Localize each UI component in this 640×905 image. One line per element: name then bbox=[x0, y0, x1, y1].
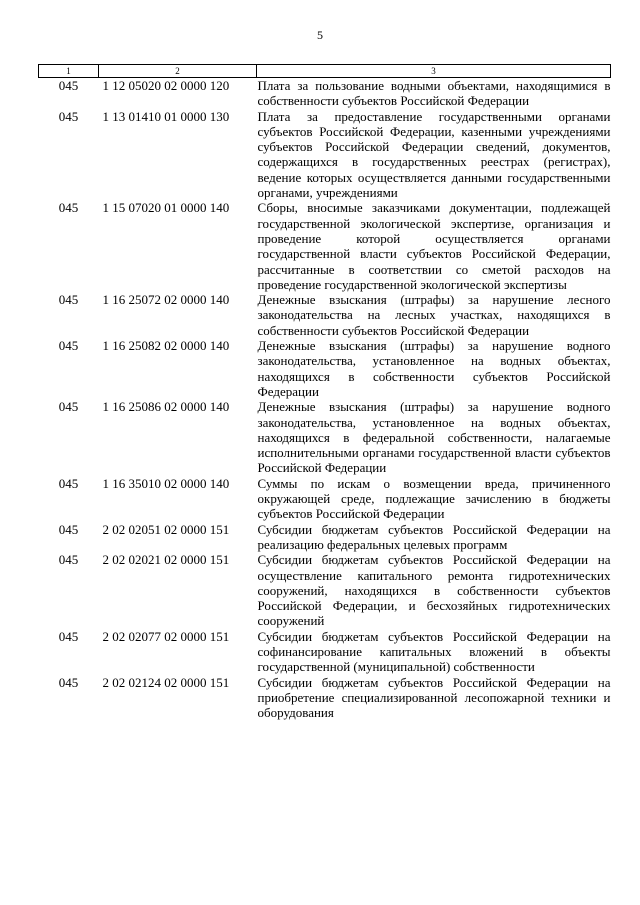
revenue-name-cell: Денежные взыскания (штрафы) за нарушение лесного законодательства на лесных участках, находящихся в собственности субъектов Российской Федерации bbox=[257, 292, 611, 338]
revenue-name-cell: Плата за пользование водными объектами, находящимися в собственности субъектов Российской Федерации bbox=[257, 78, 611, 109]
revenue-code-cell: 2 02 02051 02 0000 151 bbox=[102, 521, 230, 537]
table-row bbox=[39, 200, 611, 292]
admin-code-cell: 045 bbox=[58, 674, 79, 690]
column-header-3: 3 bbox=[257, 65, 611, 78]
revenue-code-cell: 1 16 35010 02 0000 140 bbox=[102, 475, 230, 491]
revenue-name-cell: Субсидии бюджетам субъектов Российской Федерации на софинансирование капитальных вложений в объекты государственной (муниципальной) собственности bbox=[257, 628, 611, 675]
page-number: 5 bbox=[317, 28, 323, 42]
revenue-codes-table bbox=[38, 64, 611, 720]
revenue-name-cell: Денежные взыскания (штрафы) за нарушение водного законодательства, установленное на водных объектах, находящихся в федеральной собственности, налагаемые исполнительными органами государственной власти субъектов Российской Федерации bbox=[257, 399, 611, 476]
revenue-name-cell: Суммы по искам о возмещении вреда, причиненного окружающей среде, подлежащие зачислению в бюджеты субъектов Российской Федерации bbox=[257, 475, 611, 522]
admin-code-cell: 045 bbox=[58, 521, 79, 537]
revenue-name-cell: Субсидии бюджетам субъектов Российской Федерации на приобретение специализированной лесопожарной техники и оборудования bbox=[257, 674, 611, 721]
revenue-code-cell: 1 15 07020 01 0000 140 bbox=[102, 200, 230, 216]
admin-code-cell: 045 bbox=[58, 628, 79, 644]
revenue-name-cell: Субсидии бюджетам субъектов Российской Федерации на реализацию федеральных целевых программ bbox=[257, 521, 611, 552]
revenue-code-cell: 2 02 02124 02 0000 151 bbox=[102, 674, 230, 690]
revenue-name-cell: Субсидии бюджетам субъектов Российской Федерации на осуществление капитального ремонта гидротехнических сооружений, находящихся в собственности субъектов Российской Федерации, и бесхозяйных гидротехнических сооружений bbox=[257, 552, 611, 629]
revenue-name-cell: Денежные взыскания (штрафы) за нарушение водного законодательства, установленное на водных объектах, находящихся в собственности субъектов Российской Федерации bbox=[257, 338, 611, 399]
revenue-name-cell: Сборы, вносимые заказчиками документации, подлежащей государственной экологической экспертизе, организация и проведение которой осуществляется органами государственной власти субъектов Российской Федерации, рассчитанные в соответствии со сметой расходов на проведение государственной экологической экспертизы bbox=[257, 200, 611, 292]
revenue-code-cell: 2 02 02021 02 0000 151 bbox=[102, 552, 230, 568]
admin-code-cell: 045 bbox=[58, 200, 79, 216]
table-row bbox=[39, 552, 611, 628]
table-row bbox=[39, 476, 611, 522]
revenue-code-cell: 1 16 25082 02 0000 140 bbox=[102, 338, 230, 354]
table-row bbox=[39, 675, 611, 721]
admin-code-cell: 045 bbox=[58, 78, 79, 93]
table-header-row bbox=[39, 65, 611, 78]
admin-code-cell: 045 bbox=[58, 399, 79, 415]
column-header-1: 1 bbox=[39, 65, 99, 78]
revenue-code-cell: 1 13 01410 01 0000 130 bbox=[102, 108, 230, 124]
admin-code-cell: 045 bbox=[58, 552, 79, 568]
table-row bbox=[39, 292, 611, 338]
admin-code-cell: 045 bbox=[58, 292, 79, 308]
column-header-2: 2 bbox=[99, 65, 257, 78]
revenue-code-cell: 2 02 02077 02 0000 151 bbox=[102, 628, 230, 644]
admin-code-cell: 045 bbox=[58, 108, 79, 124]
revenue-name-cell: Плата за предоставление государственными органами субъектов Российской Федерации, казенными учреждениями субъектов Российской Федерации сведений, документов, содержащихся в государственных реестрах (регистрах), ведение которых осуществляется данными государственными органами, учреждениями bbox=[257, 108, 611, 201]
table-row bbox=[39, 78, 611, 109]
table-body bbox=[39, 78, 611, 721]
revenue-code-cell: 1 16 25086 02 0000 140 bbox=[102, 399, 230, 415]
table-row bbox=[39, 522, 611, 553]
admin-code-cell: 045 bbox=[58, 475, 79, 491]
table-row bbox=[39, 338, 611, 399]
table-row bbox=[39, 109, 611, 201]
table-row bbox=[39, 629, 611, 675]
table-row bbox=[39, 399, 611, 475]
admin-code-cell: 045 bbox=[58, 338, 79, 354]
revenue-code-cell: 1 12 05020 02 0000 120 bbox=[102, 78, 230, 93]
revenue-code-cell: 1 16 25072 02 0000 140 bbox=[102, 292, 230, 308]
